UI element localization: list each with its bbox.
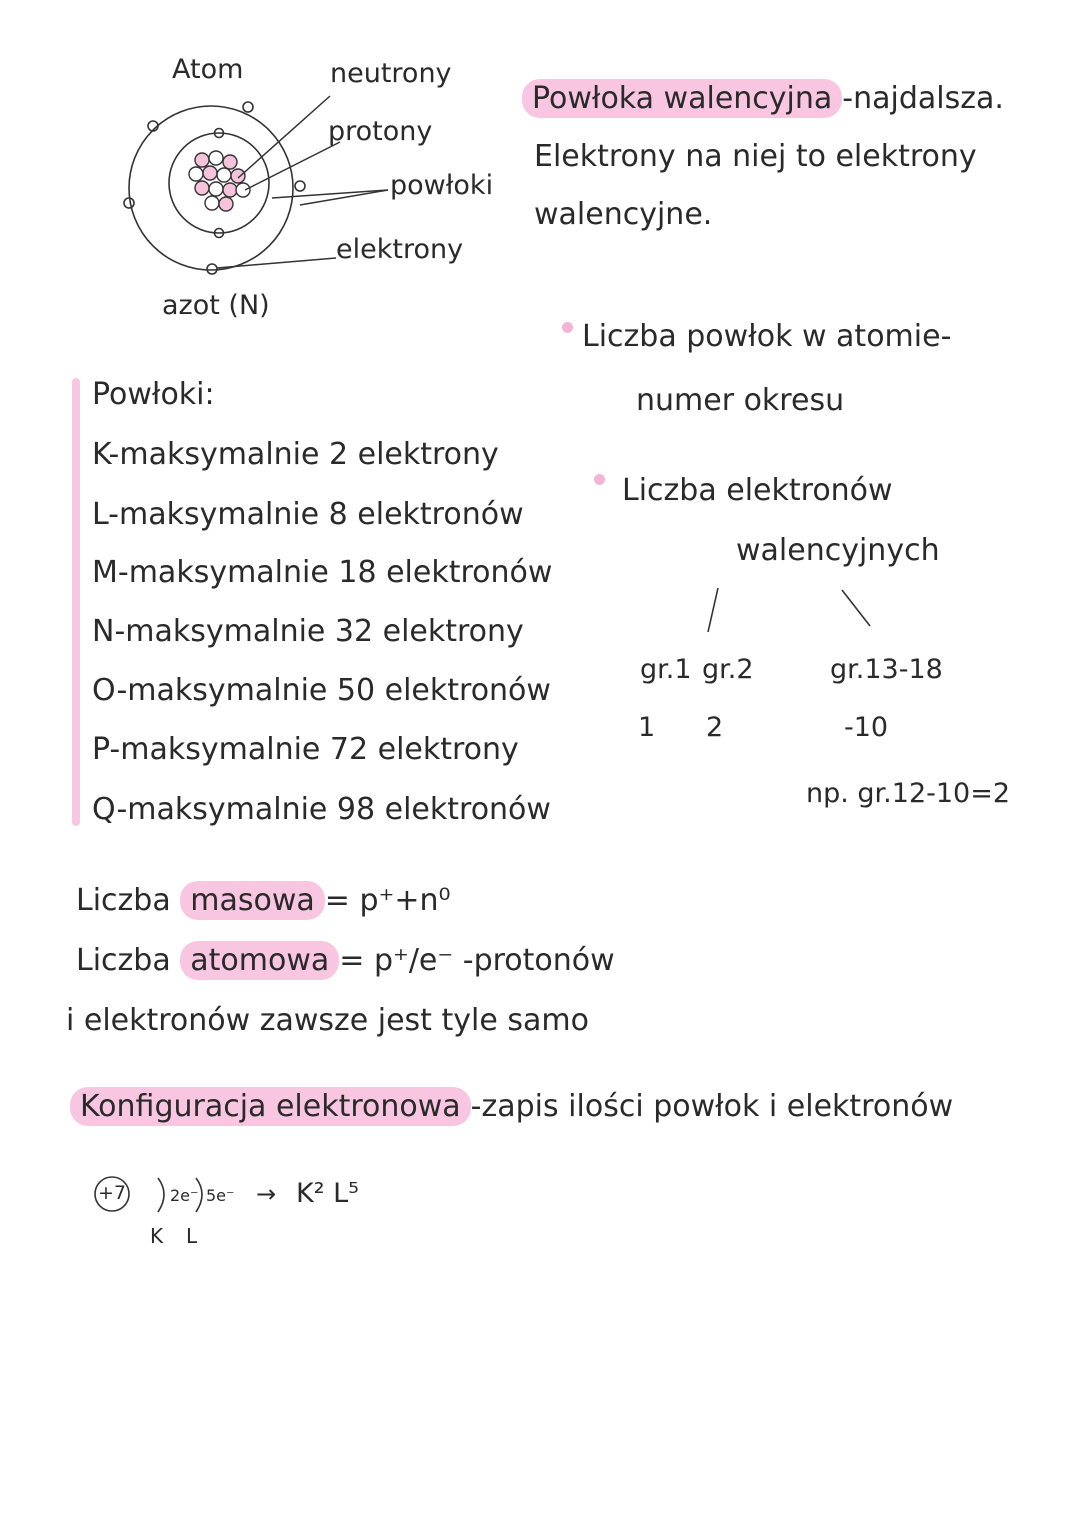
shell-label-k: K: [150, 1224, 164, 1248]
config-def: -zapis ilości powłok i elektronów: [470, 1089, 954, 1124]
label-shells: powłoki: [390, 170, 494, 201]
group-1-label: gr.1: [640, 654, 692, 685]
valence-count-line-2: walencyjnych: [736, 533, 940, 568]
config-result: K² L⁵: [296, 1178, 359, 1209]
atomic-term: atomowa: [180, 941, 339, 980]
equal-count-line: i elektronów zawsze jest tyle samo: [66, 1003, 589, 1038]
valence-count-line-1: Liczba elektronów: [622, 473, 893, 508]
atom-caption: azot (N): [162, 290, 270, 321]
mass-prefix: Liczba: [76, 883, 171, 918]
mass-term: masowa: [180, 881, 325, 920]
mass-formula: = p⁺+n⁰: [324, 883, 451, 918]
valence-term: Powłoka walencyjna: [522, 79, 842, 118]
shell-count-line-2: numer okresu: [636, 383, 845, 418]
label-electrons: elektrony: [336, 234, 464, 265]
atomic-prefix: Liczba: [76, 943, 171, 978]
nucleus-charge: +7: [98, 1182, 127, 1204]
valence-def: -najdalsza.: [842, 81, 1004, 116]
label-neutrons: neutrony: [330, 58, 452, 89]
valence-line-3: walencyjne.: [534, 197, 713, 232]
label-protons: protony: [328, 116, 433, 147]
shell-2-electrons: 5e⁻: [206, 1186, 235, 1205]
config-term: Konfiguracja elektronowa: [70, 1087, 471, 1126]
example-text: np. gr.12-10=2: [806, 778, 1011, 809]
shell-count-line-1: Liczba powłok w atomie-: [582, 319, 952, 354]
shell-row-p: P-maksymalnie 72 elektrony: [92, 732, 519, 767]
shell-row-k: K-maksymalnie 2 elektrony: [92, 437, 499, 472]
atom-title: Atom: [172, 54, 244, 85]
group-1-value: 1: [638, 712, 656, 743]
shell-row-n: N-maksymalnie 32 elektrony: [92, 614, 524, 649]
group-13-18-label: gr.13-18: [830, 654, 943, 685]
shell-label-l: L: [186, 1224, 198, 1248]
shell-row-o: O-maksymalnie 50 elektronów: [92, 673, 551, 708]
shell-row-q: Q-maksymalnie 98 elektronów: [92, 792, 551, 827]
shells-title: Powłoki:: [92, 377, 215, 412]
group-13-18-value: -10: [844, 712, 889, 743]
valence-line-2: Elektrony na niej to elektrony: [534, 139, 977, 174]
shell-row-m: M-maksymalnie 18 elektronów: [92, 555, 553, 590]
shell-1-electrons: 2e⁻: [170, 1186, 199, 1205]
atomic-formula: = p⁺/e⁻ -protonów: [339, 943, 615, 978]
group-2-value: 2: [706, 712, 724, 743]
shell-row-l: L-maksymalnie 8 elektronów: [92, 497, 524, 532]
shell-arc-1: [158, 1178, 164, 1212]
config-arrow: →: [256, 1180, 277, 1208]
group-2-label: gr.2: [702, 654, 754, 685]
